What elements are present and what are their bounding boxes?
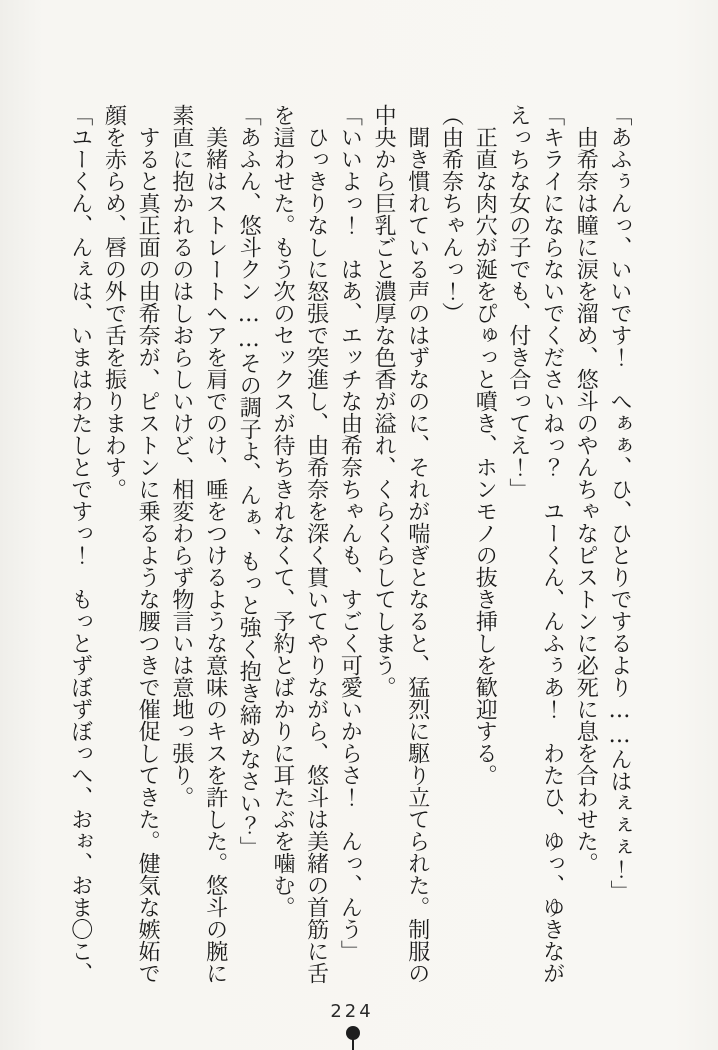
text-column: 聞き慣れている声のはずなのに、それが喘ぎとなると、猛烈に駆り立てられた。制服の [404,126,430,984]
text-column: を這わせた。もう次のセックスが待ちきれなくて、予約とばかりに耳たぶを噛む。 [269,104,295,918]
text-column: すると真正面の由希奈が、ピストンに乗るような腰つきで催促してきた。健気な嫉妬で [135,126,161,984]
text-column: 美緒はストレートヘアを肩でのけ、唾をつけるような意味のキスを許した。悠斗の腕に [202,126,228,984]
text-column: 由希奈は瞳に涙を溜め、悠斗のやんちゃなピストンに必死に息を合わせた。 [573,126,599,874]
text-column: 中央から巨乳ごと濃厚な色香が溢れ、くらくらしてしまう。 [371,104,397,698]
text-column: 「あふん、悠斗クン……その調子よ、んぁ、もっと強く抱き締めなさい？」 [236,104,262,858]
binding-mark-line [352,1037,354,1050]
vertical-text-block [62,104,636,984]
text-column: 「ユーくん、んぇは、いまはわたしとですっ！ もっとずぼずぼっへ、おぉ、おま〇こ、 [67,104,93,984]
text-column: 素直に抱かれるのはしおらしいけど、相変わらず物言いは意地っ張り。 [168,104,194,808]
text-column: 「キライにならないでくださいねっ？ ユーくん、んふぅあ！ わたひ、ゆっ、ゆきなが [539,104,565,984]
text-column: 正直な肉穴が涎をぴゅっと噴き、ホンモノの抜き挿しを歓迎する。 [472,126,498,786]
text-column: （由希奈ちゃんっ！） [438,104,464,324]
text-column: えっちな女の子でも、付き合ってえ！」 [505,104,531,500]
text-column: 「あふぅんっ、いいです！ へぁぁ、ひ、ひとりでするより……んはぇぇぇ！」 [607,104,632,902]
text-column: ひっきりなしに怒張で突進し、由希奈を深く貫いてやりながら、悠斗は美緒の首筋に舌 [303,126,329,984]
text-column: 顔を赤らめ、唇の外で舌を振りまわす。 [101,104,127,500]
text-column: 「いいよっ！ はあ、エッチな由希奈ちゃんも、すごく可愛いからさ！ んっ、んう」 [337,104,363,962]
page-number: 224 [330,1001,374,1022]
